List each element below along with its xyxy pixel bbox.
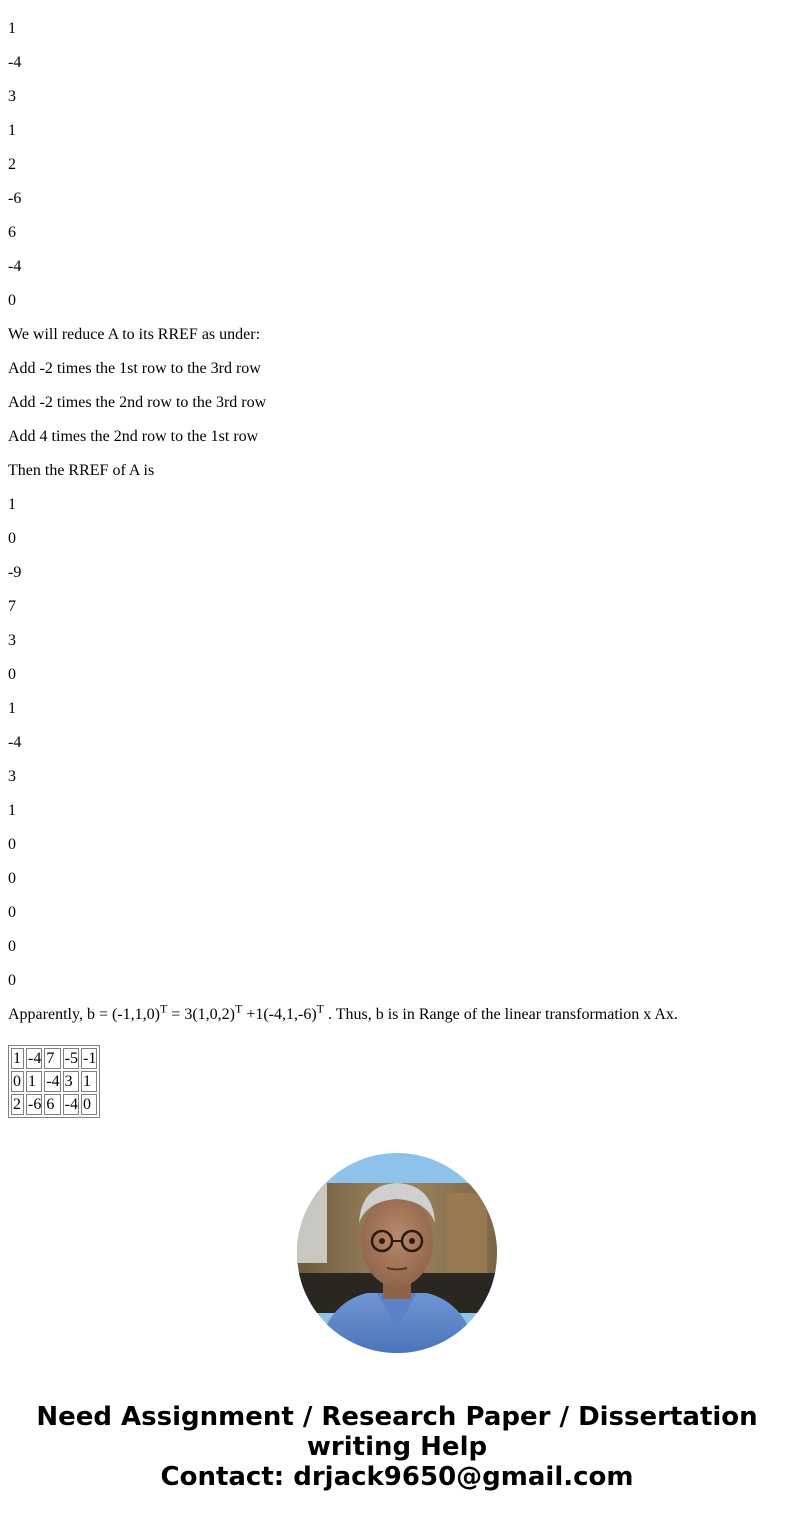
table-cell: 7 [44,1048,60,1069]
table-cell: 1 [26,1071,42,1092]
rref-value: 0 [8,938,16,955]
conclusion-part: . Thus, b is in Range of the linear transformation x Ax. [324,1006,678,1023]
rref-value: 0 [8,972,16,989]
table-cell: 6 [44,1094,60,1115]
value-line: 2 [8,156,16,173]
transpose-sup: T [159,1001,168,1016]
rref-value: 1 [8,700,16,717]
table-cell: 0 [11,1071,24,1092]
rref-value: 1 [8,802,16,819]
conclusion-part: +1(-4,1,-6) [242,1006,317,1023]
value-line: 6 [8,224,16,241]
table-row [11,1071,97,1092]
transpose-sup: T [234,1001,243,1016]
rref-value: -9 [8,564,22,581]
rref-value: 1 [8,496,16,513]
rref-value: 0 [8,666,16,683]
rref-value: 3 [8,632,16,649]
value-line: -4 [8,258,22,275]
table-cell: -6 [28,1096,42,1113]
table-cell: -4 [28,1050,42,1067]
footer-contact [0,1402,794,1492]
rref-value: 3 [8,768,16,785]
footer-line: writing Help [306,1432,488,1462]
value-line: 3 [8,88,16,105]
conclusion-part: Apparently, b = (-1,1,0) [8,1006,160,1023]
conclusion-text [8,1001,786,1024]
transpose-sup: T [316,1001,325,1016]
rref-value: 0 [8,904,16,921]
table-cell: 3 [63,1071,79,1092]
rref-value: 0 [8,530,16,547]
step-3: Add 4 times the 2nd row to the 1st row [8,428,259,445]
rref-value: 7 [8,598,16,615]
value-line: 1 [8,122,16,139]
table-row [11,1094,97,1115]
value-line: -4 [8,54,22,71]
intro-text: We will reduce A to its RREF as under: [8,326,261,343]
footer-contact-email: Contact: drjack9650@gmail.com [160,1462,634,1492]
table-cell: 0 [81,1094,97,1115]
rref-value: -4 [8,734,22,751]
table-cell: -4 [46,1073,60,1090]
step-1: Add -2 times the 1st row to the 3rd row [8,360,261,377]
table-cell: 2 [11,1094,24,1115]
avatar-photo [297,1153,497,1353]
table-cell: -4 [64,1096,78,1113]
table-cell: 1 [81,1071,97,1092]
value-line: -6 [8,190,22,207]
avatar [297,1153,497,1353]
table-row [11,1048,97,1069]
rref-value: 0 [8,870,16,887]
matrix-table [8,1045,100,1118]
step-2: Add -2 times the 2nd row to the 3rd row [8,394,267,411]
table-cell: -5 [64,1050,78,1067]
table-cell: 1 [11,1048,24,1069]
rref-intro: Then the RREF of A is [8,462,155,479]
value-line: 1 [8,20,16,37]
value-line: 0 [8,292,16,309]
conclusion-part: = 3(1,0,2) [167,1006,235,1023]
matrix-table-wrap [8,1045,100,1118]
rref-value: 0 [8,836,16,853]
table-cell: -1 [82,1050,97,1067]
document-body [8,0,786,1024]
footer-line: Need Assignment / Research Paper / Dissertation [36,1402,758,1432]
